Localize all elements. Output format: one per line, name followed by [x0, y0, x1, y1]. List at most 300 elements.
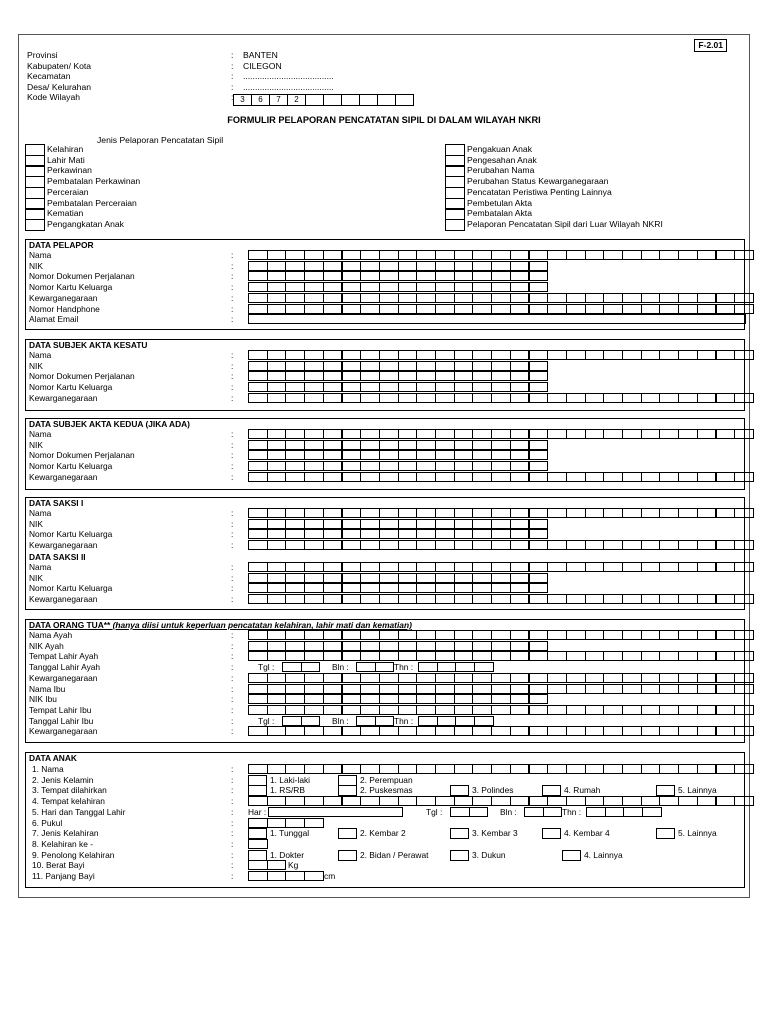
char-box[interactable] [323, 540, 343, 550]
char-box[interactable] [398, 271, 418, 281]
char-box[interactable] [342, 684, 362, 694]
char-box[interactable] [603, 508, 623, 518]
char-box[interactable] [267, 860, 287, 870]
char-box[interactable] [510, 271, 530, 281]
option-box[interactable] [450, 785, 469, 796]
char-box[interactable] [248, 540, 268, 550]
char-box[interactable] [248, 839, 268, 849]
char-box[interactable] [603, 393, 623, 403]
char-box[interactable] [566, 562, 586, 572]
char-box[interactable] [659, 472, 679, 482]
char-box[interactable] [659, 684, 679, 694]
char-box[interactable] [435, 508, 455, 518]
char-box[interactable] [285, 673, 305, 683]
char-box[interactable] [360, 684, 380, 694]
char-box[interactable] [510, 250, 530, 260]
char-box[interactable] [454, 508, 474, 518]
char-box[interactable] [360, 293, 380, 303]
char-box[interactable] [491, 350, 511, 360]
char-box[interactable] [398, 393, 418, 403]
char-box[interactable] [510, 261, 530, 271]
char-box[interactable] [529, 726, 549, 736]
char-box[interactable] [435, 371, 455, 381]
char-box[interactable] [342, 429, 362, 439]
char-box[interactable] [285, 304, 305, 314]
char-box[interactable] [678, 684, 698, 694]
char-box[interactable] [585, 293, 605, 303]
char-box[interactable] [659, 673, 679, 683]
char-box[interactable] [529, 673, 549, 683]
char-box[interactable] [435, 282, 455, 292]
char-box[interactable] [416, 271, 436, 281]
char-box[interactable] [267, 461, 287, 471]
char-box[interactable] [435, 361, 455, 371]
char-box[interactable] [474, 662, 494, 672]
char-box[interactable] [585, 472, 605, 482]
char-box[interactable] [454, 583, 474, 593]
char-box[interactable] [304, 594, 324, 604]
char-box[interactable] [379, 508, 399, 518]
char-box[interactable] [248, 371, 268, 381]
char-box[interactable] [379, 450, 399, 460]
option-box[interactable] [338, 828, 357, 839]
char-box[interactable] [304, 519, 324, 529]
char-box[interactable] [734, 630, 754, 640]
char-box[interactable] [342, 764, 362, 774]
char-box[interactable] [678, 594, 698, 604]
char-box[interactable] [342, 583, 362, 593]
char-box[interactable] [491, 361, 511, 371]
char-box[interactable] [472, 371, 492, 381]
char-box[interactable] [267, 361, 287, 371]
char-box[interactable] [304, 726, 324, 736]
char-box[interactable] [398, 796, 418, 806]
char-box[interactable] [248, 350, 268, 360]
char-box[interactable] [529, 796, 549, 806]
char-box[interactable] [491, 371, 511, 381]
char-box[interactable] [416, 630, 436, 640]
char-box[interactable] [379, 562, 399, 572]
char-box[interactable] [248, 461, 268, 471]
char-box[interactable] [622, 508, 642, 518]
char-box[interactable] [398, 293, 418, 303]
char-box[interactable] [360, 350, 380, 360]
char-box[interactable] [472, 673, 492, 683]
char-box[interactable] [454, 293, 474, 303]
char-box[interactable] [491, 293, 511, 303]
option-box[interactable] [542, 785, 561, 796]
char-box[interactable] [697, 594, 717, 604]
char-box[interactable] [622, 304, 642, 314]
char-box[interactable] [435, 519, 455, 529]
option-box[interactable] [450, 850, 469, 861]
char-box[interactable] [304, 393, 324, 403]
char-box[interactable] [342, 271, 362, 281]
char-box[interactable] [304, 871, 324, 881]
char-box[interactable] [267, 529, 287, 539]
char-box[interactable] [304, 583, 324, 593]
char-box[interactable] [474, 716, 494, 726]
char-box[interactable] [472, 562, 492, 572]
char-box[interactable] [435, 673, 455, 683]
char-box[interactable] [416, 429, 436, 439]
char-box[interactable] [622, 684, 642, 694]
char-box[interactable] [360, 796, 380, 806]
char-box[interactable] [379, 461, 399, 471]
char-box[interactable] [360, 562, 380, 572]
option-box[interactable] [338, 850, 357, 861]
char-box[interactable] [454, 440, 474, 450]
char-box[interactable] [379, 350, 399, 360]
char-box[interactable] [342, 594, 362, 604]
char-box[interactable] [454, 529, 474, 539]
char-box[interactable] [379, 293, 399, 303]
char-box[interactable] [435, 694, 455, 704]
char-box[interactable] [416, 250, 436, 260]
char-box[interactable] [285, 519, 305, 529]
char-box[interactable] [379, 764, 399, 774]
char-box[interactable] [360, 651, 380, 661]
char-box[interactable] [323, 250, 343, 260]
char-box[interactable] [285, 350, 305, 360]
char-box[interactable] [282, 716, 302, 726]
char-box[interactable] [472, 641, 492, 651]
char-box[interactable] [416, 726, 436, 736]
char-box[interactable] [472, 519, 492, 529]
char-box[interactable] [641, 250, 661, 260]
char-box[interactable] [323, 361, 343, 371]
char-box[interactable] [678, 630, 698, 640]
char-box[interactable] [248, 529, 268, 539]
char-box[interactable] [566, 726, 586, 736]
char-box[interactable] [398, 705, 418, 715]
char-box[interactable] [282, 662, 302, 672]
char-box[interactable] [454, 361, 474, 371]
char-box[interactable] [622, 630, 642, 640]
char-box[interactable] [622, 673, 642, 683]
char-box[interactable] [659, 304, 679, 314]
char-box[interactable] [585, 540, 605, 550]
char-box[interactable] [248, 472, 268, 482]
char-box[interactable] [734, 594, 754, 604]
char-box[interactable] [454, 371, 474, 381]
char-box[interactable] [641, 705, 661, 715]
char-box[interactable] [248, 250, 268, 260]
char-box[interactable] [543, 807, 563, 817]
char-box[interactable] [304, 350, 324, 360]
char-box[interactable] [285, 508, 305, 518]
char-box[interactable] [435, 562, 455, 572]
char-box[interactable] [491, 271, 511, 281]
char-box[interactable] [379, 583, 399, 593]
char-box[interactable] [734, 508, 754, 518]
char-box[interactable] [379, 250, 399, 260]
char-box[interactable] [454, 519, 474, 529]
char-box[interactable] [585, 250, 605, 260]
char-box[interactable] [435, 450, 455, 460]
char-box[interactable] [454, 450, 474, 460]
char-box[interactable] [586, 807, 606, 817]
char-box[interactable] [716, 350, 736, 360]
char-box[interactable] [360, 764, 380, 774]
char-box[interactable] [734, 540, 754, 550]
char-box[interactable] [697, 293, 717, 303]
char-box[interactable] [529, 764, 549, 774]
char-box[interactable] [603, 472, 623, 482]
char-box[interactable] [416, 764, 436, 774]
char-box[interactable] [342, 726, 362, 736]
char-box[interactable] [248, 440, 268, 450]
char-box[interactable] [416, 594, 436, 604]
char-box[interactable] [416, 461, 436, 471]
char-box[interactable] [547, 304, 567, 314]
char-box[interactable] [267, 293, 287, 303]
char-box[interactable] [491, 540, 511, 550]
char-box[interactable] [491, 519, 511, 529]
char-box[interactable] [323, 694, 343, 704]
char-box[interactable] [566, 350, 586, 360]
char-box[interactable] [342, 450, 362, 460]
char-box[interactable] [454, 261, 474, 271]
char-box[interactable] [641, 472, 661, 482]
char-box[interactable] [585, 562, 605, 572]
char-box[interactable] [716, 630, 736, 640]
char-box[interactable] [622, 393, 642, 403]
char-box[interactable] [285, 764, 305, 774]
char-box[interactable] [454, 594, 474, 604]
char-box[interactable] [398, 764, 418, 774]
char-box[interactable] [510, 393, 530, 403]
char-box[interactable] [491, 594, 511, 604]
char-box[interactable] [622, 796, 642, 806]
char-box[interactable] [454, 562, 474, 572]
char-box[interactable] [304, 705, 324, 715]
char-box[interactable] [585, 429, 605, 439]
char-box[interactable] [398, 726, 418, 736]
char-box[interactable] [304, 250, 324, 260]
char-box[interactable] [734, 350, 754, 360]
char-box[interactable] [472, 529, 492, 539]
char-box[interactable] [491, 440, 511, 450]
char-box[interactable] [304, 282, 324, 292]
kode-digit-box[interactable]: 7 [269, 94, 288, 106]
char-box[interactable] [304, 472, 324, 482]
char-box[interactable] [248, 694, 268, 704]
char-box[interactable] [360, 594, 380, 604]
char-box[interactable] [285, 871, 305, 881]
char-box[interactable] [585, 726, 605, 736]
char-box[interactable] [360, 271, 380, 281]
char-box[interactable] [435, 293, 455, 303]
char-box[interactable] [678, 429, 698, 439]
char-box[interactable] [248, 871, 268, 881]
char-box[interactable] [603, 350, 623, 360]
char-box[interactable] [529, 684, 549, 694]
char-box[interactable] [379, 594, 399, 604]
char-box[interactable] [416, 361, 436, 371]
char-box[interactable] [547, 350, 567, 360]
char-box[interactable] [716, 684, 736, 694]
char-box[interactable] [342, 293, 362, 303]
char-box[interactable] [398, 562, 418, 572]
char-box[interactable] [360, 573, 380, 583]
char-box[interactable] [678, 393, 698, 403]
char-box[interactable] [267, 429, 287, 439]
char-box[interactable] [510, 472, 530, 482]
char-box[interactable] [435, 573, 455, 583]
char-box[interactable] [285, 293, 305, 303]
option-box[interactable] [656, 828, 675, 839]
char-box[interactable] [472, 261, 492, 271]
char-box[interactable] [360, 371, 380, 381]
char-box[interactable] [547, 684, 567, 694]
char-box[interactable] [416, 540, 436, 550]
char-box[interactable] [659, 764, 679, 774]
char-box[interactable] [697, 393, 717, 403]
char-box[interactable] [716, 594, 736, 604]
char-box[interactable] [510, 361, 530, 371]
char-box[interactable] [248, 573, 268, 583]
char-box[interactable] [285, 705, 305, 715]
char-box[interactable] [641, 630, 661, 640]
char-box[interactable] [659, 540, 679, 550]
char-box[interactable] [529, 472, 549, 482]
char-box[interactable] [547, 293, 567, 303]
option-box[interactable] [248, 850, 267, 861]
option-box[interactable] [338, 785, 357, 796]
char-box[interactable] [323, 350, 343, 360]
char-box[interactable] [285, 726, 305, 736]
char-box[interactable] [435, 440, 455, 450]
char-box[interactable] [622, 350, 642, 360]
char-box[interactable] [472, 271, 492, 281]
char-box[interactable] [342, 393, 362, 403]
char-box[interactable] [510, 508, 530, 518]
char-box[interactable] [323, 508, 343, 518]
char-box[interactable] [472, 594, 492, 604]
char-box[interactable] [248, 429, 268, 439]
char-box[interactable] [697, 540, 717, 550]
char-box[interactable] [585, 508, 605, 518]
char-box[interactable] [454, 630, 474, 640]
char-box[interactable] [547, 429, 567, 439]
char-box[interactable] [472, 705, 492, 715]
char-box[interactable] [585, 304, 605, 314]
char-box[interactable] [529, 250, 549, 260]
char-box[interactable] [267, 508, 287, 518]
char-box[interactable] [416, 673, 436, 683]
har-input[interactable] [268, 807, 403, 817]
char-box[interactable] [435, 350, 455, 360]
char-box[interactable] [716, 508, 736, 518]
char-box[interactable] [491, 429, 511, 439]
char-box[interactable] [491, 461, 511, 471]
char-box[interactable] [529, 282, 549, 292]
char-box[interactable] [566, 796, 586, 806]
char-box[interactable] [360, 508, 380, 518]
char-box[interactable] [304, 818, 324, 828]
char-box[interactable] [267, 371, 287, 381]
char-box[interactable] [416, 472, 436, 482]
char-box[interactable] [454, 461, 474, 471]
char-box[interactable] [734, 726, 754, 736]
char-box[interactable] [697, 508, 717, 518]
char-box[interactable] [248, 271, 268, 281]
char-box[interactable] [716, 293, 736, 303]
char-box[interactable] [342, 540, 362, 550]
kode-digit-box[interactable] [359, 94, 378, 106]
char-box[interactable] [472, 583, 492, 593]
jenis-checkbox[interactable] [25, 219, 45, 231]
char-box[interactable] [398, 261, 418, 271]
char-box[interactable] [323, 684, 343, 694]
char-box[interactable] [267, 651, 287, 661]
char-box[interactable] [472, 694, 492, 704]
char-box[interactable] [437, 716, 457, 726]
char-box[interactable] [641, 673, 661, 683]
char-box[interactable] [510, 293, 530, 303]
kode-digit-box[interactable]: 3 [233, 94, 252, 106]
char-box[interactable] [267, 684, 287, 694]
char-box[interactable] [267, 764, 287, 774]
char-box[interactable] [379, 694, 399, 704]
char-box[interactable] [472, 651, 492, 661]
char-box[interactable] [566, 684, 586, 694]
char-box[interactable] [285, 630, 305, 640]
char-box[interactable] [248, 361, 268, 371]
char-box[interactable] [248, 684, 268, 694]
kode-digit-box[interactable]: 6 [251, 94, 270, 106]
char-box[interactable] [342, 529, 362, 539]
char-box[interactable] [603, 796, 623, 806]
char-box[interactable] [454, 684, 474, 694]
char-box[interactable] [285, 583, 305, 593]
char-box[interactable] [285, 382, 305, 392]
char-box[interactable] [267, 304, 287, 314]
char-box[interactable] [304, 371, 324, 381]
char-box[interactable] [510, 684, 530, 694]
char-box[interactable] [416, 440, 436, 450]
char-box[interactable] [342, 673, 362, 683]
char-box[interactable] [472, 293, 492, 303]
char-box[interactable] [304, 764, 324, 774]
char-box[interactable] [454, 694, 474, 704]
char-box[interactable] [529, 529, 549, 539]
header-value[interactable]: BANTEN [243, 50, 278, 60]
char-box[interactable] [342, 472, 362, 482]
char-box[interactable] [547, 796, 567, 806]
char-box[interactable] [622, 705, 642, 715]
char-box[interactable] [379, 651, 399, 661]
char-box[interactable] [398, 651, 418, 661]
char-box[interactable] [267, 871, 287, 881]
jenis-checkbox[interactable] [445, 219, 465, 231]
char-box[interactable] [304, 304, 324, 314]
char-box[interactable] [248, 764, 268, 774]
char-box[interactable] [356, 716, 376, 726]
char-box[interactable] [267, 818, 287, 828]
char-box[interactable] [342, 250, 362, 260]
char-box[interactable] [734, 250, 754, 260]
char-box[interactable] [248, 860, 268, 870]
char-box[interactable] [342, 304, 362, 314]
char-box[interactable] [529, 393, 549, 403]
char-box[interactable] [379, 429, 399, 439]
char-box[interactable] [304, 382, 324, 392]
char-box[interactable] [342, 361, 362, 371]
char-box[interactable] [734, 673, 754, 683]
char-box[interactable] [547, 673, 567, 683]
